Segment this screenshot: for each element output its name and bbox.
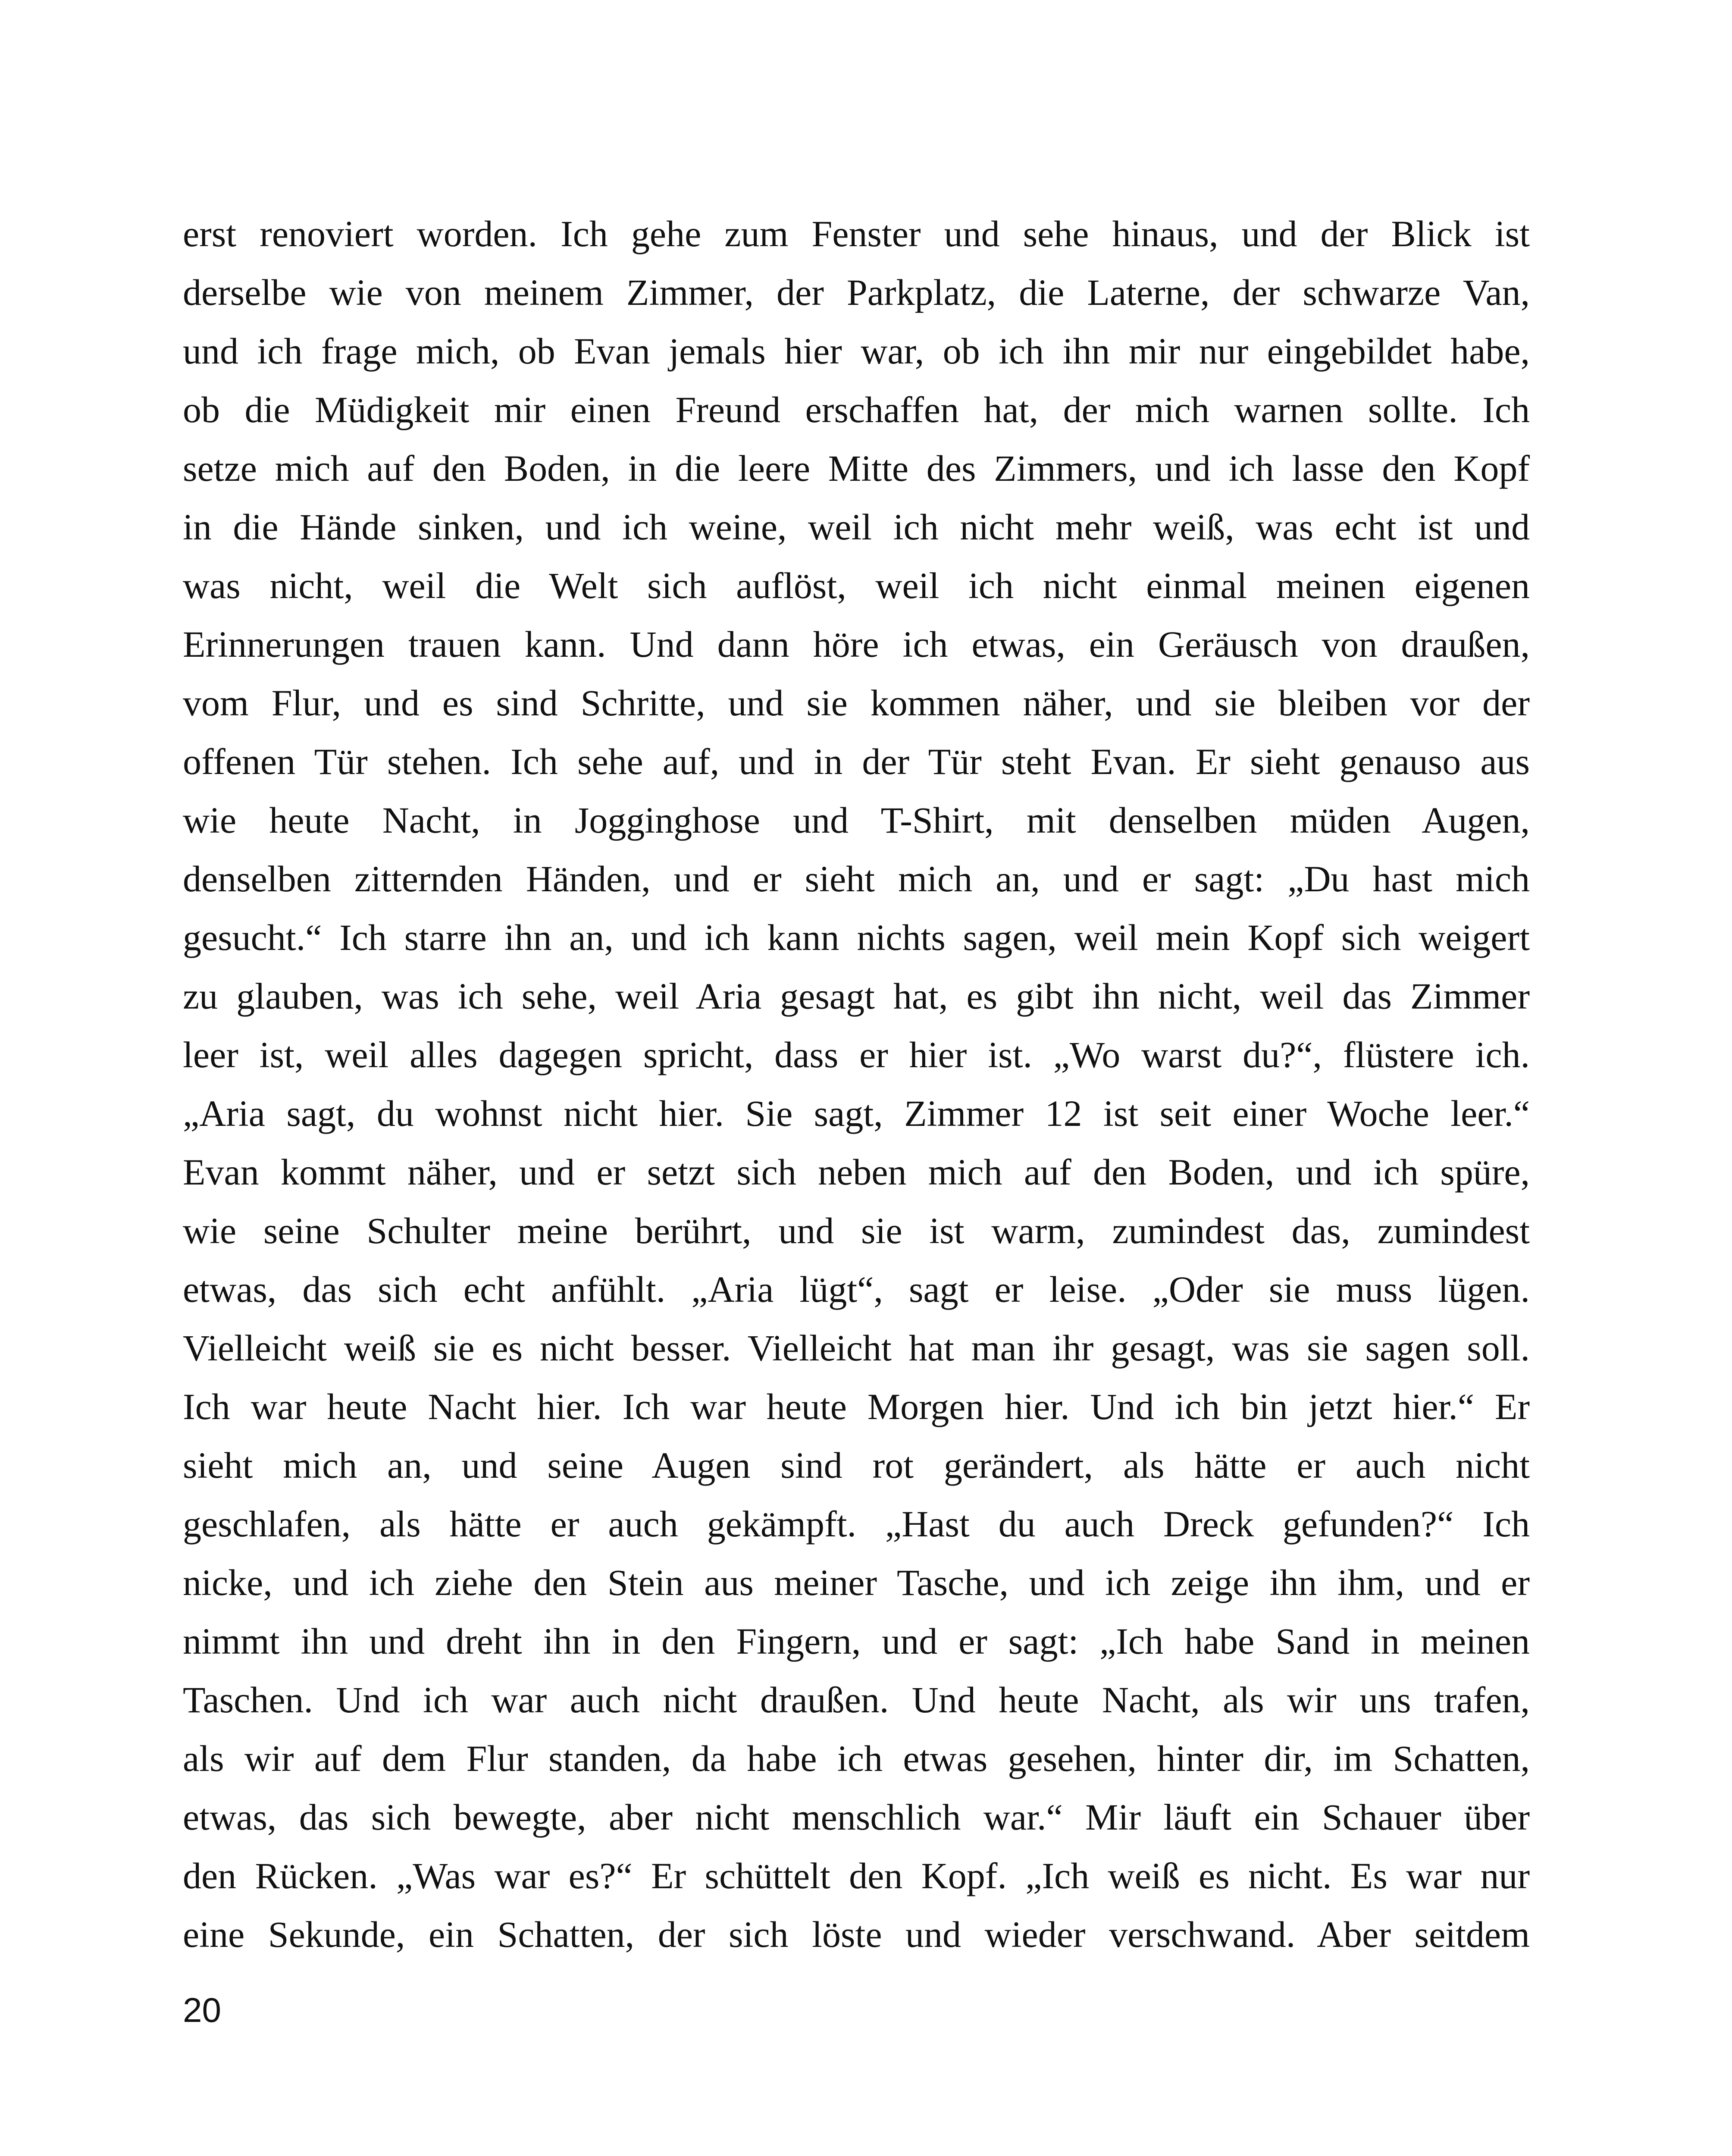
text-line: Ich war heute Nacht hier. Ich war heute Morgen hier. Und ich bin jetzt hier.“ Er	[183, 1386, 1530, 1427]
text-line: nimmt ihn und dreht ihn in den Fingern, und er sagt: „Ich habe Sand in meinen	[183, 1620, 1530, 1662]
text-line: offenen Tür stehen. Ich sehe auf, und in der Tür steht Evan. Er sieht genauso aus	[183, 741, 1530, 782]
text-line: geschlafen, als hätte er auch gekämpft. „Hast du auch Dreck gefunden?“ Ich	[183, 1503, 1530, 1545]
text-line: leer ist, weil alles dagegen spricht, dass er hier ist. „Wo warst du?“, flüstere ich.	[183, 1034, 1530, 1075]
page-number: 20	[183, 1991, 221, 2029]
text-line: wie heute Nacht, in Jogginghose und T-Shirt, mit denselben müden Augen,	[183, 799, 1530, 841]
text-line: vom Flur, und es sind Schritte, und sie kommen näher, und sie bleiben vor der	[183, 682, 1530, 724]
text-line: eine Sekunde, ein Schatten, der sich löste und wieder verschwand. Aber seitdem	[183, 1914, 1530, 1955]
text-line: sieht mich an, und seine Augen sind rot gerändert, als hätte er auch nicht	[183, 1445, 1530, 1486]
text-line: ob die Müdigkeit mir einen Freund erschaffen hat, der mich warnen sollte. Ich	[183, 389, 1530, 430]
text-line: etwas, das sich bewegte, aber nicht menschlich war.“ Mir läuft ein Schauer über	[183, 1796, 1530, 1838]
text-line: denselben zitternden Händen, und er sieht mich an, und er sagt: „Du hast mich	[183, 858, 1530, 899]
text-line: und ich frage mich, ob Evan jemals hier war, ob ich ihn mir nur eingebildet habe,	[183, 330, 1530, 372]
text-line: erst renoviert worden. Ich gehe zum Fenster und sehe hinaus, und der Blick ist	[183, 213, 1530, 254]
body-text	[183, 204, 1530, 1964]
text-line: Vielleicht weiß sie es nicht besser. Vielleicht hat man ihr gesagt, was sie sagen soll.	[183, 1327, 1530, 1369]
text-line: in die Hände sinken, und ich weine, weil ich nicht mehr weiß, was echt ist und	[183, 506, 1530, 548]
text-line: „Aria sagt, du wohnst nicht hier. Sie sagt, Zimmer 12 ist seit einer Woche leer.“	[183, 1093, 1530, 1134]
text-line: was nicht, weil die Welt sich auflöst, weil ich nicht einmal meinen eigenen	[183, 565, 1530, 606]
text-line: Taschen. Und ich war auch nicht draußen. Und heute Nacht, als wir uns trafen,	[183, 1679, 1530, 1720]
text-line: zu glauben, was ich sehe, weil Aria gesagt hat, es gibt ihn nicht, weil das Zimmer	[183, 975, 1530, 1017]
text-line: setze mich auf den Boden, in die leere Mitte des Zimmers, und ich lasse den Kopf	[183, 448, 1530, 489]
text-line: gesucht.“ Ich starre ihn an, und ich kann nichts sagen, weil mein Kopf sich weigert	[183, 917, 1530, 958]
text-line: nicke, und ich ziehe den Stein aus meiner Tasche, und ich zeige ihn ihm, und er	[183, 1562, 1530, 1603]
text-line: Erinnerungen trauen kann. Und dann höre ich etwas, ein Geräusch von draußen,	[183, 624, 1530, 665]
text-line: derselbe wie von meinem Zimmer, der Parkplatz, die Laterne, der schwarze Van,	[183, 272, 1530, 313]
text-line: den Rücken. „Was war es?“ Er schüttelt den Kopf. „Ich weiß es nicht. Es war nur	[183, 1855, 1530, 1896]
text-line: Evan kommt näher, und er setzt sich neben mich auf den Boden, und ich spüre,	[183, 1151, 1530, 1193]
text-line: etwas, das sich echt anfühlt. „Aria lügt“, sagt er leise. „Oder sie muss lügen.	[183, 1269, 1530, 1310]
text-line: als wir auf dem Flur standen, da habe ich etwas gesehen, hinter dir, im Schatten,	[183, 1738, 1530, 1779]
text-line: wie seine Schulter meine berührt, und sie ist warm, zumindest das, zumindest	[183, 1210, 1530, 1251]
